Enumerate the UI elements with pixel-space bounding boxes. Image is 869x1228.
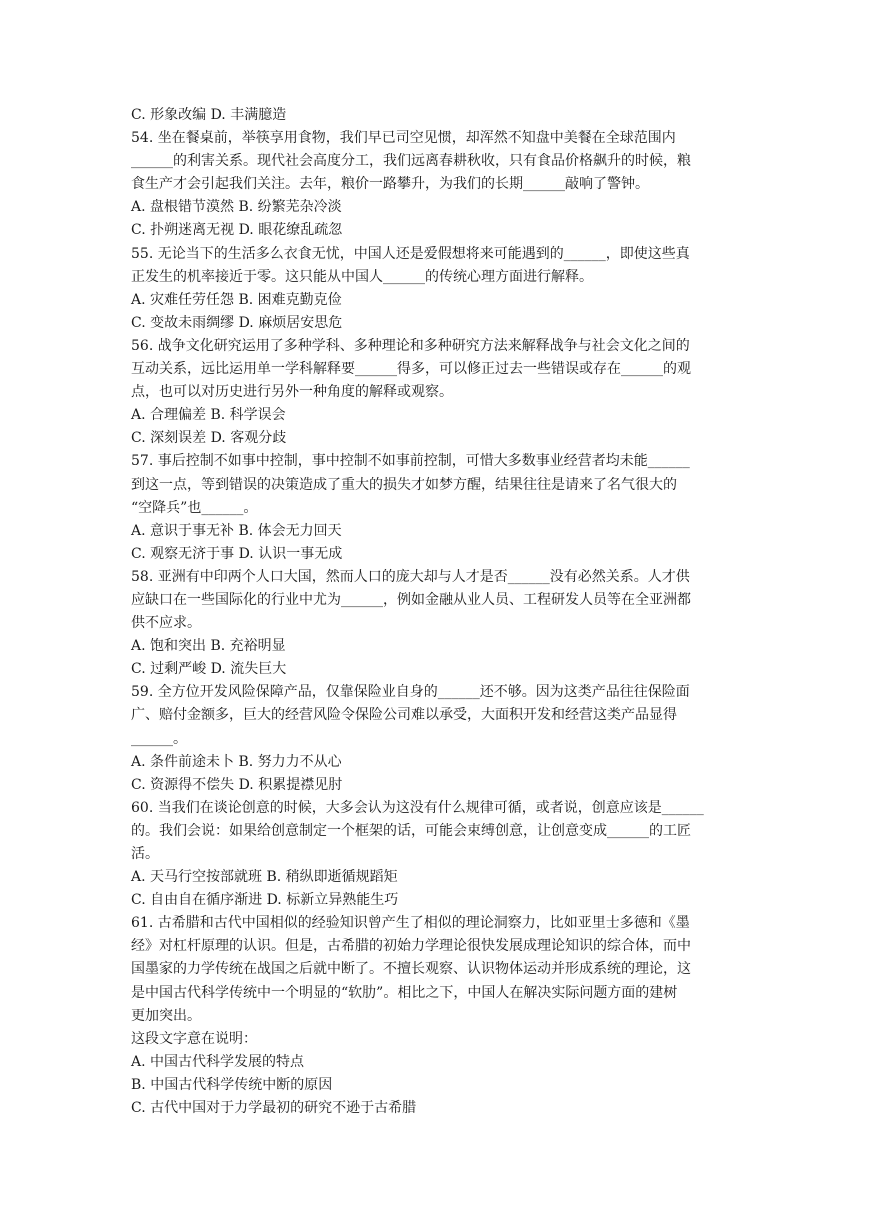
text-line: 食生产才会引起我们关注。去年，粮价一路攀升，为我们的长期______敲响了警钟。 — [131, 176, 649, 193]
text-line: A. 天马行空按部就班 B. 稍纵即逝循规蹈矩 — [131, 869, 398, 886]
document-page — [131, 104, 741, 1120]
text-line: 互动关系，远比运用单一学科解释要______得多，可以修正过去一些错误或存在______的观 — [131, 361, 691, 378]
text-line: C. 观察无济于事 D. 认识一事无成 — [131, 545, 343, 562]
text-line: 61. 古希腊和古代中国相似的经验知识曾产生了相似的理论洞察力，比如亚里士多德和《墨 — [131, 915, 690, 932]
text-line: C. 过剩严峻 D. 流失巨大 — [131, 661, 287, 678]
text-line: ______。 — [131, 730, 187, 747]
text-line: 57. 事后控制不如事中控制，事中控制不如事前控制，可惜大多数事业经营者均未能______ — [131, 453, 690, 470]
text-line: C. 古代中国对于力学最初的研究不逊于古希腊 — [131, 1100, 417, 1117]
text-line: C. 资源得不偿失 D. 积累提襟见肘 — [131, 776, 343, 793]
text-line: ______的利害关系。现代社会高度分工，我们远离春耕秋收，只有食品价格飙升的时候，粮 — [131, 153, 691, 170]
text-line: 55. 无论当下的生活多么衣食无忧，中国人还是爱假想将来可能遇到的______，即使这些真 — [131, 245, 690, 262]
text-line: 广、赔付金额多，巨大的经营风险令保险公司难以承受，大面积开发和经营这类产品显得 — [131, 707, 677, 724]
text-line: 54. 坐在餐桌前，举筷享用食物，我们早已司空见惯，却浑然不知盘中美餐在全球范围内 — [131, 130, 676, 147]
text-line: C. 形象改编 D. 丰满臆造 — [131, 107, 287, 123]
text-line: A. 饱和突出 B. 充裕明显 — [131, 638, 286, 655]
text-line: A. 盘根错节漠然 B. 纷繁芜杂冷淡 — [131, 199, 342, 216]
text-line: 更加突出。 — [131, 1007, 201, 1024]
text-line: 应缺口在一些国际化的行业中尤为______，例如金融从业人员、工程研发人员等在全亚洲都 — [131, 591, 691, 608]
text-line: A. 灾难任劳任怨 B. 困难克勤克俭 — [131, 291, 342, 308]
text-line: A. 条件前途未卜 B. 努力力不从心 — [131, 753, 342, 770]
text-line: C. 扑朔迷离无视 D. 眼花缭乱疏忽 — [131, 222, 343, 239]
text-line: 点，也可以对历史进行另外一种角度的解释或观察。 — [131, 384, 453, 401]
text-line: C. 自由自在循序渐进 D. 标新立异熟能生巧 — [131, 892, 399, 909]
text-line: 经》对杠杆原理的认识。但是，古希腊的初始力学理论很快发展成理论知识的综合体，而中 — [131, 938, 691, 955]
text-line: “空降兵”也______。 — [131, 499, 258, 516]
text-line: 是中国古代科学传统中一个明显的“软肋”。相比之下，中国人在解决实际问题方面的建树 — [131, 984, 678, 1001]
text-line: C. 变故未雨绸缪 D. 麻烦居安思危 — [131, 314, 343, 331]
text-line: 活。 — [131, 846, 159, 862]
text-line: 国墨家的力学传统在战国之后就中断了。不擅长观察、认识物体运动并形成系统的理论，这 — [131, 961, 691, 978]
text-line: 正发生的机率接近于零。这只能从中国人______的传统心理方面进行解释。 — [131, 268, 593, 285]
text-line: 60. 当我们在谈论创意的时候，大多会认为这没有什么规律可循，或者说，创意应该是______ — [131, 799, 704, 816]
text-line: 59. 全方位开发风险保障产品，仅靠保险业自身的______还不够。因为这类产品往往保险面 — [131, 684, 690, 701]
text-line: A. 合理偏差 B. 科学误会 — [131, 407, 286, 424]
text-line: A. 意识于事无补 B. 体会无力回天 — [131, 522, 342, 539]
text-line: 到这一点，等到错误的决策造成了重大的损失才如梦方醒，结果往往是请来了名气很大的 — [131, 476, 677, 493]
text-line: 的。我们会说：如果给创意制定一个框架的话，可能会束缚创意，让创意变成______的工匠 — [131, 822, 691, 839]
text-line: 这段文字意在说明： — [131, 1030, 257, 1047]
text-line: A. 中国古代科学发展的特点 — [131, 1053, 305, 1070]
text-line: B. 中国古代科学传统中断的原因 — [131, 1076, 333, 1093]
text-line: 56. 战争文化研究运用了多种学科、多种理论和多种研究方法来解释战争与社会文化之间的 — [131, 337, 690, 354]
text-line: 58. 亚洲有中印两个人口大国，然而人口的庞大却与人才是否______没有必然关系。人才供 — [131, 568, 690, 585]
text-line: 供不应求。 — [131, 615, 201, 632]
text-line: C. 深刻误差 D. 客观分歧 — [131, 430, 287, 447]
